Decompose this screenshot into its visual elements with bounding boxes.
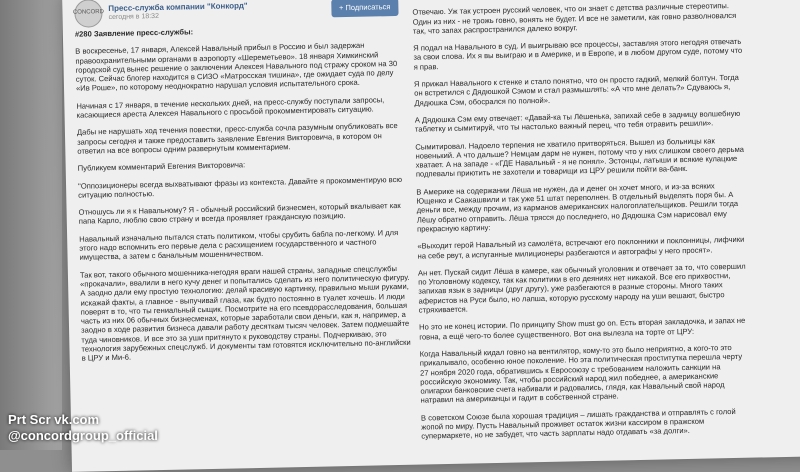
- paragraph: Когда Навальный кидал говно на вентилятор, кому-то это было неприятно, а кого-то это прикалывало, особенно юное поколение. Но эта политическая проститутка перешла черту 27 ноября 2020 года, обратившись к Евросоюзу с требованием наложить санкции на российскую экономику. Так, чтобы российский народ жил победнее, а американские олигархи банковские счета набивали и радовались, глядя, как Навальный свой народ натравил на американцы и гадит в собственной стране.: [419, 342, 743, 405]
- paragraph: Отношусь ли я к Навальному? Я - обычный российский бизнесмен, который вкалывает как папа Карло, люблю свою страну и всегда проявляет гражданскую позицию.: [78, 201, 401, 227]
- paragraph: Я прижал Навального к стенке и стало понятно, что он просто гадкий, мелкий болтун. Тогда он встретился с Дядюшкой Сэмом и стал размышлять: «А что мне делать?» Сдуваюсь я, Дядюшка Сэм, обосрался по полной».: [413, 72, 739, 108]
- avatar[interactable]: [74, 0, 103, 28]
- paragraph: Я подал на Навального в суд. И выигрываю все процессы, заставляя этого негодяя отвечать за свои слова. Их я вы выиграю и в Америке, и в Европе, и в любом другом суде, потому что я прав.: [413, 36, 743, 72]
- plus-icon: +: [338, 3, 346, 13]
- watermark-line-2: @concordgroup_official: [8, 428, 158, 443]
- post-left-column: [74, 0, 412, 371]
- paragraph: Публикуем комментарий Евгения Викторовича:: [77, 160, 246, 173]
- paragraph: В воскресенье, 17 января, Алексей Навальный прибыл в Россию и был задержан правоохранительными органами в аэропорту «Шереметьево». 18 января Химкинский городской суд вынес решение о заключении Алексея Навального под стражу сроком на 30 суток. Сейчас блогер находится в СИЗО «Матросская тишина», где ожидает суда по делу «Ив Роше», по которому неоднократно нарушал условия испытательного срока.: [75, 40, 398, 94]
- post-timestamp[interactable]: сегодня в 18:32: [108, 12, 160, 22]
- paragraph: Ан нет. Пускай сидит Лёша в камере, как обычный уголовник и отвечает за то, что совершил по Уголовному кодексу, так как политики в его деяниях нет никакой. Все его прихвостни, запихав язык в задницы (друг другу), уже разбегаются в разные стороны. Много таких аферистов на Руси было, но лапша, которую русскому народу на уши вешают, быстро стряхивается.: [417, 261, 746, 315]
- paragraph: Отвечаю. Уж так устроен русский человек, что он знает с детства различные стереотипы. Один из них - не трожь говно, вонять не будет. И все не заметили, как говно разволновался так, что запах распространился далеко вокруг.: [412, 1, 737, 36]
- paragraph: Так вот, такого обычного мошенника-негодяя враги нашей страны, западные спецслужбы «прокачали», ввалили в него кучу денег и попытались сделать из него политическую фигуру. А заодно дали ему простую технологию: делай красивую картинку, правильно мыши руками, искажай факты, а главное - выпучивай глаза, как будто постоянно в туалет хочешь. И люди поверят в то, что ты гениальный сыщик. Посмотрите на его псевдорасследования, большая часть из них 06 обычных бизнесменах, которые заработали свои деньги, как я, например, а заодно в ходе развития бизнеса давали работу десяткам тысяч человек. Затем подмешайте туда чиновников. И все это за уши притянуто к руководству страны. Подчеркиваю, это технология зарубежных спецслужб. И документы там готовятся исключительно по-английски в ЦРУ и Ми-6.: [79, 263, 411, 363]
- paragraph: "Оппозиционеры всегда выхватывают фразы из контекста. Давайте я прокомментирую всю ситуацию полностью.: [77, 174, 403, 200]
- post-document: [62, 0, 800, 472]
- paragraph: Начиная с 17 января, в течение нескольких дней, на пресс-службу поступали запросы, касающиеся ареста Алексея Навального с просьбой прокомментировать ситуацию.: [76, 95, 385, 120]
- paragraph: В советском Союзе была хорошая традиция – лишать гражданства и отправлять с голой жопой по миру. Пусть Навальный проживет остаток жизни кассиром в пражском супермаркете, но не забудет, что часть зарплаты надо отдавать «за долги».: [420, 406, 736, 441]
- paragraph: Но это не конец истории. По принципу Show must go on. Есть вторая закладочка, и запах не говна, а ещё чего-то более существенного. Вот она вылезла на торте от ЦРУ:: [419, 316, 746, 342]
- post-right-column: [412, 0, 752, 449]
- post-title: #280 Заявление пресс-службы:: [74, 27, 194, 39]
- blurred-background: [0, 0, 62, 450]
- paragraph: А Дядюшка Сэм ему отвечает: «Давай-ка ты Лёшенька, запихай себе в задницу волшебную таблетку и сымитируй, что ты настолько важный перец, что тебя отравить решили».: [414, 108, 741, 134]
- paragraph: «Выходит герой Навальный из самолёта, встречают его поклонники и поклонницы, лифчики на себе рвут, а испуганные милиционеры разбегаются и автографы у него просят».: [417, 235, 745, 261]
- watermark-line-1: Prt Scr vk.com: [8, 412, 100, 427]
- right-body: [412, 0, 751, 441]
- paragraph: В Америке на содержании Лёша не нужен, да и денег он хочет много, и из-за всяких Ющенко и Саакашвили и так уже 51 штат переполнен. В отдельный выделять поря бы. А деньги все, между прочим, из карманов американских налогоплательщиков. Решили тогда Лёшу обратно отправить. Лёша трясся до последнего, но Дядюшка Сэм нарисовал ему прекрасную картину:: [416, 181, 739, 234]
- paragraph: Дабы не нарушать ход течения повестки, пресс-служба сочла разумным опубликовать все запросы сегодня и также предоставить заявление Евгения Викторовича, в котором он ответил на все вопросы одним развернутым комментарием.: [76, 121, 398, 156]
- avatar-label: CONCORD: [72, 9, 105, 17]
- watermark: [8, 412, 158, 444]
- paragraph: Навальный изначально пытался стать политиком, чтобы срубить бабла по-легкому. И для этого надо вспомнить его первые дела с расхищением государственного и частного имущества, а затем с банальным мошенничеством.: [79, 227, 399, 263]
- subscribe-label: Подписаться: [345, 2, 391, 13]
- subscribe-button[interactable]: [331, 0, 399, 17]
- author-name[interactable]: Пресс-служба компании "Конкорд": [108, 0, 248, 13]
- left-body: [75, 40, 412, 363]
- paragraph: Сымитировал. Надоело терпения не хватило притворяться. Вышел из больницы как новенький. А что дальше? Немцам дарм не нужен, потому что у них слишком своего дерьма хватает. А на западе - «ГДЕ Навальный - я не понял». Эстонцы, латыши и всякие кулацкие подпевалы приютить не захотели и товарищи из ЦРУ решили пойти ва-банк.: [415, 135, 745, 180]
